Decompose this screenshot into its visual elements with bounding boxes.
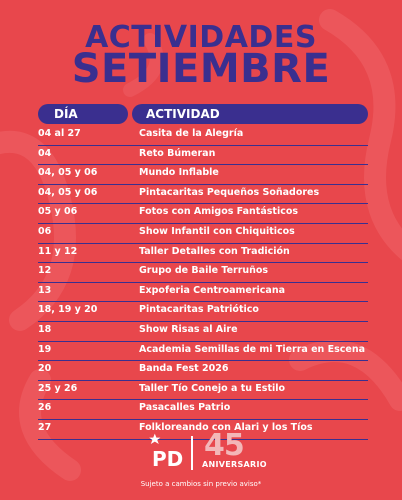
- row-activity: Grupo de Baile Terruños: [139, 265, 269, 277]
- row-activity: Expoferia Centroamericana: [139, 284, 286, 296]
- row-day: 13: [38, 284, 52, 296]
- row-activity: Mundo Inflable: [139, 167, 219, 179]
- row-day: 04, 05 y 06: [38, 167, 98, 179]
- row-activity: Fotos con Amigos Fantásticos: [139, 206, 299, 218]
- header-activity: ACTIVIDAD: [132, 104, 368, 124]
- row-day: 04, 05 y 06: [38, 186, 98, 198]
- table-row: [38, 342, 368, 362]
- table-row: [38, 302, 368, 322]
- header-day: DÍA: [38, 104, 128, 124]
- row-day: 05 y 06: [38, 206, 78, 218]
- row-activity: Taller Detalles con Tradición: [139, 245, 290, 257]
- table-row: [38, 146, 368, 166]
- table-row: [38, 165, 368, 185]
- row-activity: Pintacaritas Patriótico: [139, 304, 259, 316]
- row-day: 12: [38, 265, 52, 277]
- row-activity: Pasacalles Patrio: [139, 402, 231, 414]
- row-activity: Pintacaritas Pequeños Soñadores: [139, 186, 320, 198]
- table-row: [38, 361, 368, 381]
- table-row: [38, 126, 368, 146]
- table-row: [38, 204, 368, 224]
- row-activity: Casita de la Alegría: [139, 128, 244, 139]
- row-day: 25 y 26: [38, 382, 78, 394]
- pd-logo-text: PD: [152, 447, 184, 471]
- row-day: 06: [38, 225, 52, 237]
- logo-divider: [191, 436, 193, 470]
- table-row: [38, 400, 368, 420]
- row-day: 18, 19 y 20: [38, 304, 98, 316]
- row-activity: Folkloreando con Alari y los Tíos: [139, 421, 313, 433]
- row-activity: Show Infantil con Chiquiticos: [139, 225, 295, 237]
- row-day: 19: [38, 343, 52, 355]
- row-activity: Taller Tío Conejo a tu Estilo: [139, 382, 286, 394]
- row-day: 04 al 27: [38, 128, 81, 139]
- anniversary-number: 45: [204, 428, 244, 463]
- row-day: 20: [38, 363, 52, 375]
- table-row: [38, 322, 368, 342]
- activities-table: [38, 126, 368, 440]
- title-line2: SETIEMBRE: [71, 46, 331, 92]
- anniversary-logo: [148, 428, 268, 476]
- table-row: [38, 185, 368, 205]
- pd-logo-icon: [148, 432, 184, 472]
- anniversary-label: ANIVERSARIO: [202, 460, 267, 469]
- row-activity: Show Risas al Aire: [139, 323, 238, 335]
- row-activity: Reto Búmeran: [139, 147, 216, 159]
- row-activity: Academia Semillas de mi Tierra en Escena: [139, 343, 366, 355]
- row-activity: Banda Fest 2026: [139, 363, 229, 375]
- row-day: 18: [38, 323, 52, 335]
- footnote: Sujeto a cambios sin previo aviso*: [140, 480, 262, 488]
- row-day: 26: [38, 402, 52, 414]
- row-day: 04: [38, 147, 52, 159]
- row-day: 11 y 12: [38, 245, 78, 257]
- table-row: [38, 224, 368, 244]
- table-row: [38, 244, 368, 264]
- table-row: [38, 381, 368, 401]
- row-day: 27: [38, 421, 52, 433]
- table-row: [38, 283, 368, 303]
- title-line1: ACTIVIDADES: [85, 20, 317, 55]
- table-row: [38, 263, 368, 283]
